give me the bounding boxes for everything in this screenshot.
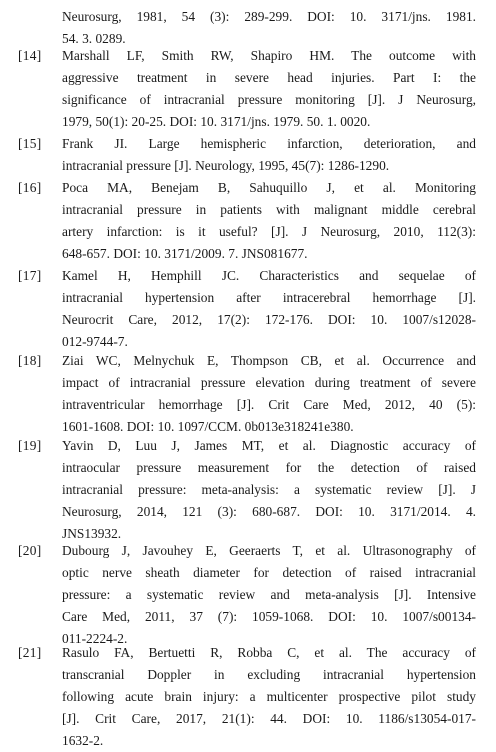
reference-line: Care Med, 2011, 37 (7): 1059‑1068. DOI: 10. 1007/s00134‑ — [62, 609, 476, 624]
reference-number: [17] — [18, 268, 42, 283]
reference-line: 012‑9744‑7. — [62, 334, 128, 349]
reference-line: aggressive treatment in severe head injuries. Part I: the — [62, 70, 476, 85]
reference-number: [19] — [18, 438, 42, 453]
reference-line: impact of intracranial pressure elevation during treatment of severe — [62, 375, 476, 390]
reference-number: [16] — [18, 180, 42, 195]
reference-line: Dubourg J, Javouhey E, Geeraerts T, et al. Ultrasonography of — [62, 543, 476, 558]
reference-line: Rasulo FA, Bertuetti R, Robba C, et al. The accuracy of — [62, 645, 476, 660]
reference-line: JNS13932. — [62, 526, 122, 541]
reference-line: 1632‑2. — [62, 733, 104, 748]
reference-line: intracranial pressure: meta‑analysis: a systematic review [J]. J — [62, 482, 476, 497]
reference-line: 1979, 50(1): 20‑25. DOI: 10. 3171/jns. 1979. 50. 1. 0020. — [62, 114, 371, 129]
reference-line: 648‑657. DOI: 10. 3171/2009. 7. JNS081677. — [62, 246, 308, 261]
reference-number: [20] — [18, 543, 42, 558]
reference-line: transcranial Doppler in excluding intracranial hypertension — [62, 667, 476, 682]
reference-line: Marshall LF, Smith RW, Shapiro HM. The outcome with — [62, 48, 476, 63]
reference-line: significance of intracranial pressure monitoring [J]. J Neurosurg, — [62, 92, 476, 107]
reference-number: [21] — [18, 645, 42, 660]
reference-line: artery infarction: is it useful? [J]. J Neurosurg, 2010, 112(3): — [62, 224, 476, 239]
reference-line: intracranial pressure [J]. Neurology, 1995, 45(7): 1286‑1290. — [62, 158, 390, 173]
reference-number: [14] — [18, 48, 42, 63]
reference-line: 011‑2224‑2. — [62, 631, 128, 646]
reference-line: pressure: a systematic review and meta‑analysis [J]. Intensive — [62, 587, 476, 602]
reference-line: 1601‑1608. DOI: 10. 1097/CCM. 0b013e318241e380. — [62, 419, 354, 434]
reference-line: Yavin D, Luu J, James MT, et al. Diagnostic accuracy of — [62, 438, 476, 453]
reference-line: [J]. Crit Care, 2017, 21(1): 44. DOI: 10. 1186/s13054‑017‑ — [62, 711, 476, 726]
reference-line: intracranial hypertension after intracerebral hemorrhage [J]. — [62, 290, 476, 305]
reference-line: intraventricular hemorrhage [J]. Crit Care Med, 2012, 40 (5): — [62, 397, 476, 412]
reference-line: Ziai WC, Melnychuk E, Thompson CB, et al. Occurrence and — [62, 353, 476, 368]
reference-line: optic nerve sheath diameter for detection of raised intracranial — [62, 565, 476, 580]
reference-number: [15] — [18, 136, 42, 151]
reference-line: Poca MA, Benejam B, Sahuquillo J, et al. Monitoring — [62, 180, 476, 195]
reference-line: Neurosurg, 2014, 121 (3): 680‑687. DOI: 10. 3171/2014. 4. — [62, 504, 476, 519]
reference-line: 54. 3. 0289. — [62, 31, 126, 46]
reference-line: intraocular pressure measurement for the detection of raised — [62, 460, 476, 475]
reference-line: Neurosurg, 1981, 54 (3): 289‑299. DOI: 10. 3171/jns. 1981. — [62, 9, 476, 24]
reference-number: [18] — [18, 353, 42, 368]
reference-line: Kamel H, Hemphill JC. Characteristics and sequelae of — [62, 268, 476, 283]
reference-line: Neurocrit Care, 2012, 17(2): 172‑176. DOI: 10. 1007/s12028‑ — [62, 312, 476, 327]
reference-line: following acute brain injury: a multicenter prospective pilot study — [62, 689, 476, 704]
reference-line: Frank JI. Large hemispheric infarction, deterioration, and — [62, 136, 476, 151]
reference-line: intracranial pressure in patients with malignant middle cerebral — [62, 202, 476, 217]
